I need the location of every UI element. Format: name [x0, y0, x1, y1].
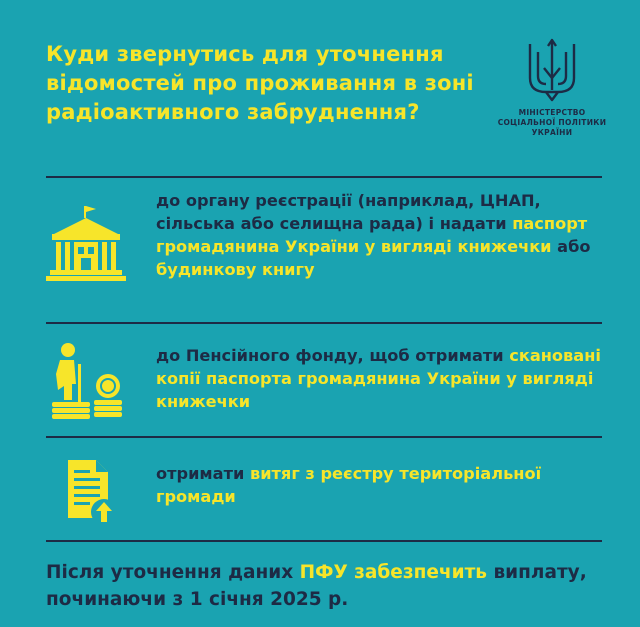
trident-icon	[524, 38, 580, 102]
divider	[46, 540, 602, 542]
text-part: до Пенсійного фонду, щоб отримати	[156, 346, 510, 365]
page-title: Куди звернутись для уточнення відомостей про проживання в зоні радіоактивного забруднення?	[46, 42, 474, 124]
highlight-pfu: ПФУ забезпечить	[299, 562, 488, 583]
text-part: Після уточнення даних	[46, 562, 300, 583]
text-part: виплату, починаючи з 1 січня 2025 р.	[46, 562, 587, 610]
section-registration	[46, 186, 602, 316]
highlight-scanned-copies: скановані копії паспорта громадянина України у вигляді книжечки	[156, 346, 601, 411]
highlight-passport: паспорт громадянина України у вигляді книжечки	[156, 214, 588, 256]
ministry-line-2: СОЦІАЛЬНОЇ ПОЛІТИКИ	[497, 118, 607, 127]
divider	[46, 176, 602, 178]
text-part: отримати	[156, 464, 250, 483]
section-pension-fund	[46, 332, 602, 432]
ministry-name	[492, 108, 612, 138]
text-part: до органу реєстрації (наприклад, ЦНАП, сільська або селищна рада) і надати	[156, 191, 541, 233]
section-extract	[46, 446, 602, 536]
section-extract-text	[156, 462, 602, 508]
footer-note	[46, 559, 602, 613]
ministry-line-1: МІНІСТЕРСТВО	[518, 108, 586, 117]
pension-fund-icon	[46, 340, 126, 420]
document-upload-icon	[46, 456, 126, 528]
city-hall-icon	[46, 204, 126, 282]
section-registration-text	[156, 189, 602, 281]
highlight-extract: витяг з реєстру територіальної громади	[156, 464, 542, 506]
section-pension-fund-text	[156, 344, 602, 413]
divider	[46, 322, 602, 324]
divider	[46, 436, 602, 438]
highlight-house-book: будинкову книгу	[156, 260, 315, 279]
ministry-line-3: УКРАЇНИ	[531, 128, 573, 137]
text-part: або	[551, 237, 591, 256]
ministry-logo	[492, 38, 612, 138]
